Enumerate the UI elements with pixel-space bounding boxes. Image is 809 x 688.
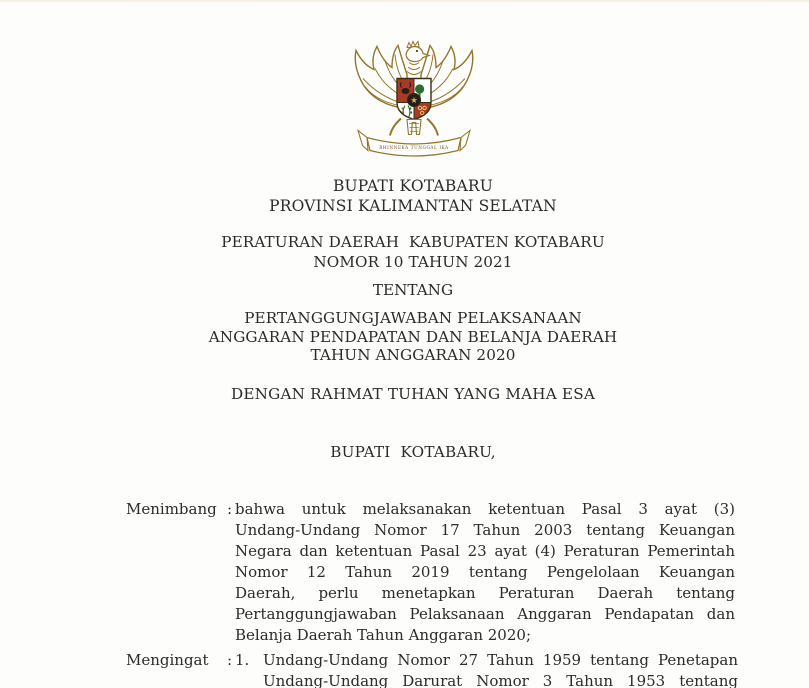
authority-line2: PROVINSI KALIMANTAN SELATAN [269,197,557,215]
subject-heading [18,309,808,365]
pancasila-shield [397,79,431,120]
authority-heading [18,176,808,216]
subject-line2: ANGGARAN PENDAPATAN DAN BELANJA DAERAH [208,327,618,346]
star-icon: ★ [410,96,418,107]
text-line: Undang-Undang Nomor 27 Tahun 1959 tentang Penetapan [263,651,738,669]
regulation-title: PERATURAN DAERAH KABUPATEN KOTABARU [221,233,605,251]
menimbang-text [235,499,735,646]
regulation-number: NOMOR 10 TAHUN 2021 [313,252,513,271]
menimbang-clause [126,499,735,646]
menimbang-label: Menimbang [126,500,217,518]
text-line: Belanja Daerah Tahun Anggaran 2020; [235,626,531,644]
mengingat-clause [126,650,738,688]
motto-ribbon [358,131,470,157]
text-line: Nomor 12 Tahun 2019 tentang Pengelolaan Keuangan [235,563,735,581]
mengingat-item-number: 1. [235,651,250,669]
text-line: Negara dan ketentuan Pasal 23 ayat (4) Peraturan Pemerintah [235,542,735,560]
garuda-pancasila-emblem [351,38,477,160]
mengingat-label: Mengingat [126,651,209,669]
mengingat-colon: : [226,651,232,669]
tail-and-legs [390,119,438,136]
about-label: TENTANG [372,281,454,299]
mengingat-label-cell [126,650,232,671]
subject-line1: PERTANGGUNGJAWABAN PELAKSANAAN [244,309,582,327]
menimbang-label-cell [126,499,232,520]
motto-text: BHINNEKA TUNGGAL IKA [379,145,449,150]
text-line: Daerah, perlu menetapkan Peraturan Daerah tentang [235,584,735,602]
subject-line3: TAHUN ANGGARAN 2020 [310,346,516,364]
mengingat-item-text [263,650,738,688]
text-line: Pertanggungjawaban Pelaksanaan Anggaran Pendapatan dan [235,605,735,623]
regulation-heading [18,233,808,272]
text-line: bahwa untuk melaksanakan ketentuan Pasal 3 ayat (3) [235,500,735,518]
authority-line1: BUPATI KOTABARU [332,177,494,195]
text-line: Undang-Undang Nomor 17 Tahun 2003 tentang Keuangan [235,521,735,539]
invocation: DENGAN RAHMAT TUHAN YANG MAHA ESA [230,385,595,403]
text-line: Undang-Undang Darurat Nomor 3 Tahun 1953 tentang [263,672,738,688]
issuer-line: BUPATI KOTABARU, [330,443,496,461]
menimbang-colon: : [226,500,232,518]
